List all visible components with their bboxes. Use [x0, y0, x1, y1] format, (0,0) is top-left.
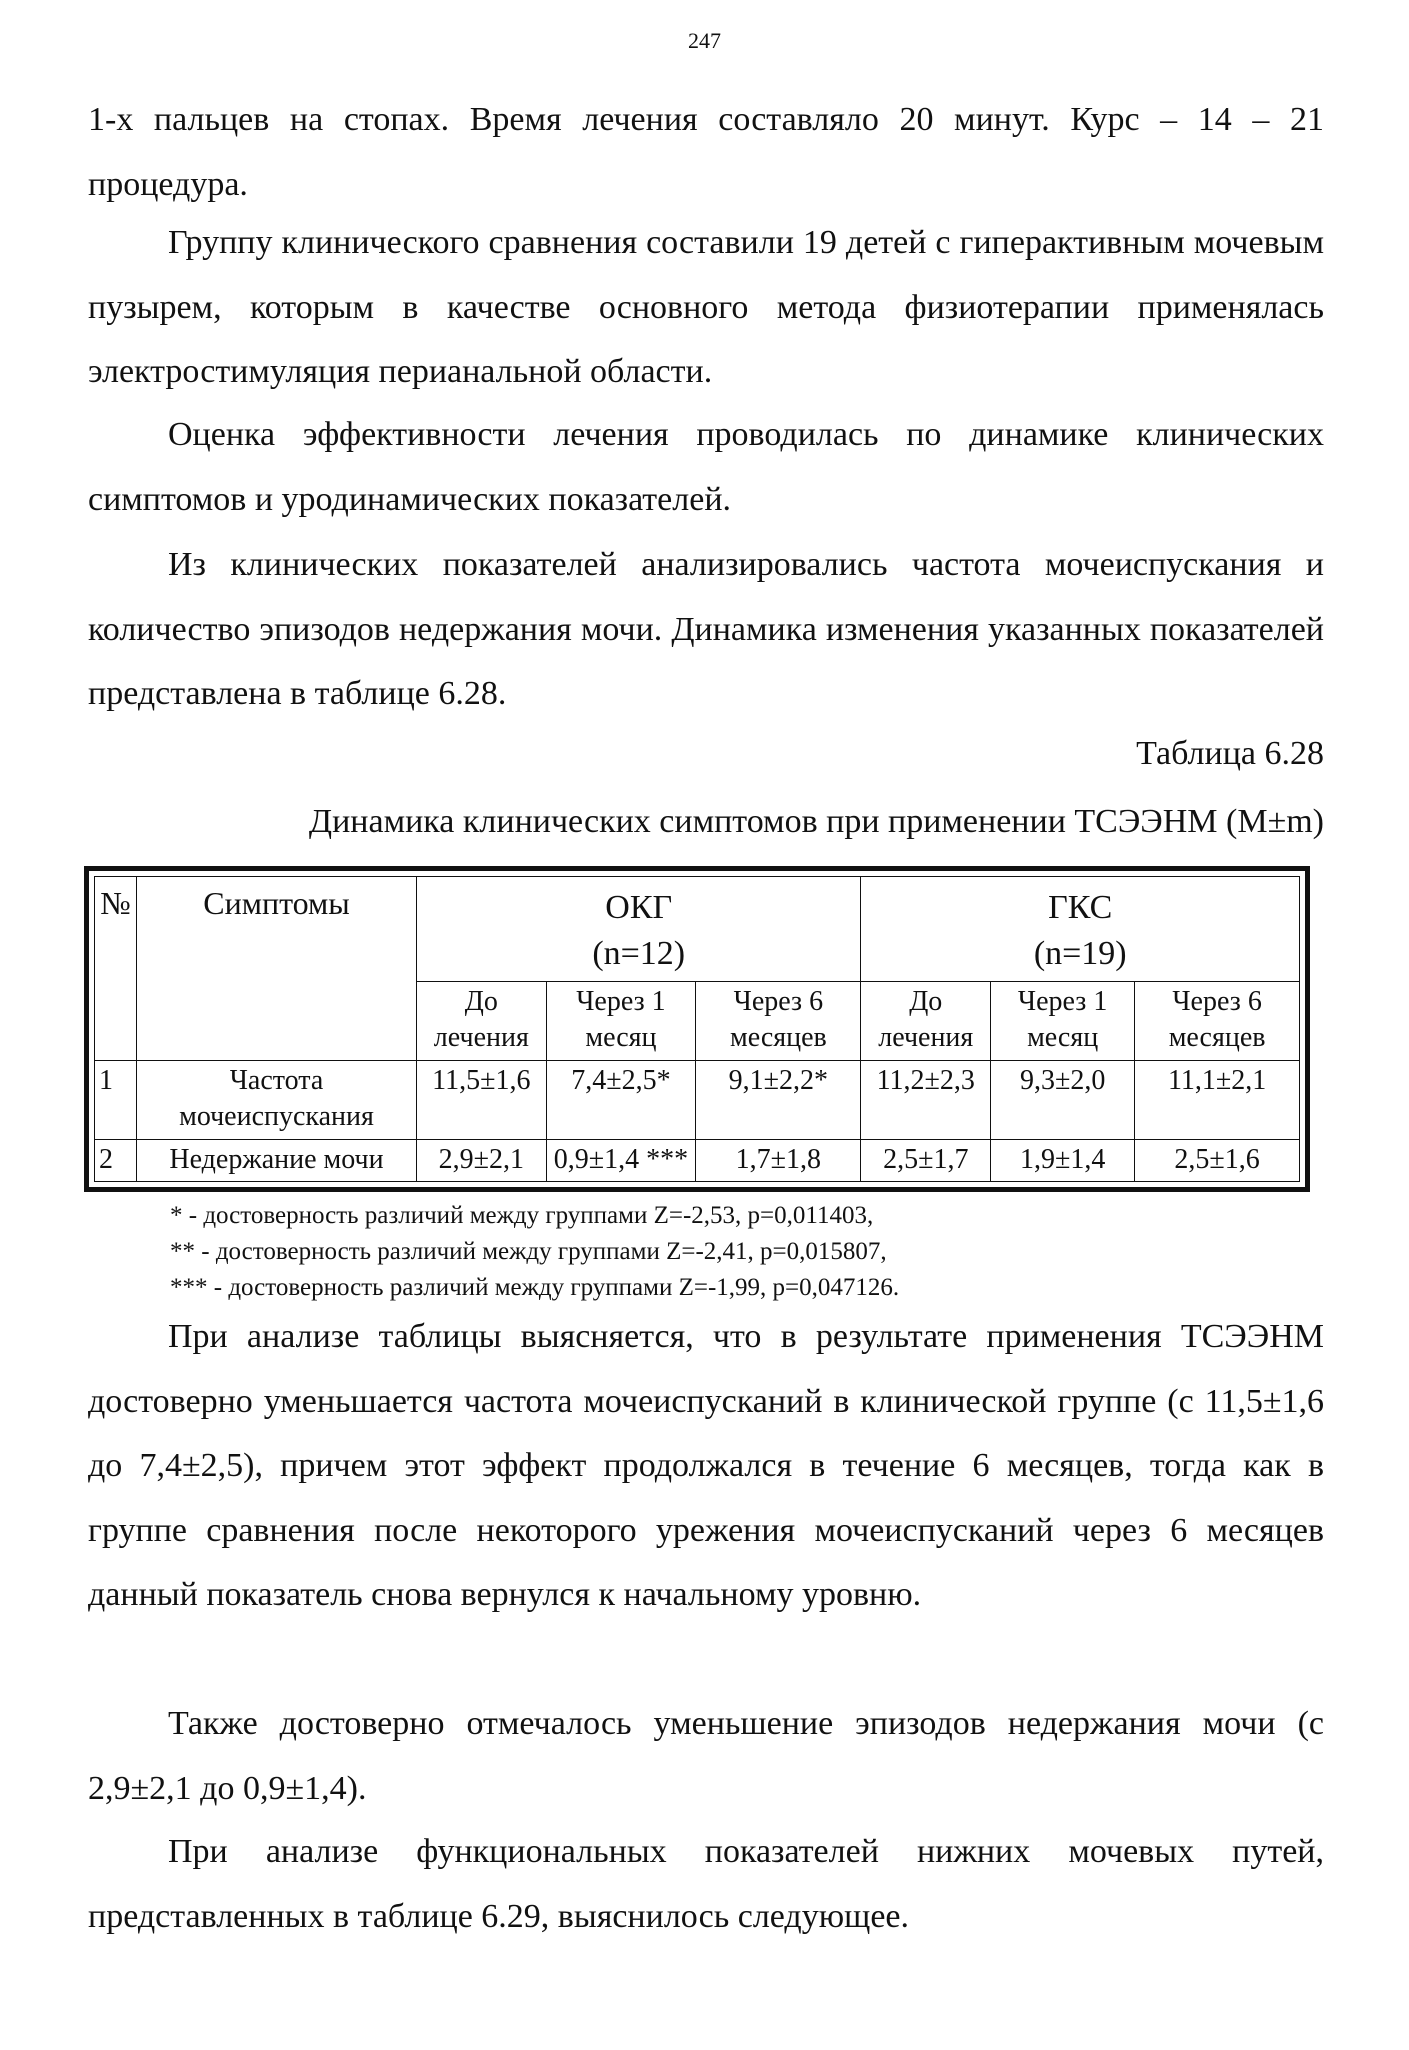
gks-name: ГКС: [1048, 889, 1113, 926]
page-number: 247: [688, 28, 721, 53]
period-header: Через 6 месяцев: [1135, 982, 1300, 1061]
symptoms-table-frame: [84, 866, 1310, 1192]
row-symptom: Недержание мочи: [137, 1140, 417, 1182]
table-footnotes: [170, 1198, 899, 1306]
paragraph-functional-indicators: При анализе функциональных показателей нижних мочевых путей, представленных в таблице 6.29, выяснилось следующее.: [88, 1833, 1324, 1935]
row-number: 2: [95, 1140, 137, 1182]
footnote: * - достоверность различий между группами Z=-2,53, p=0,011403,: [170, 1202, 874, 1229]
table-cell: 0,9±1,4 ***: [546, 1140, 696, 1182]
paragraph-evaluation: Оценка эффективности лечения проводилась по динамике клинических симптомов и уродинамических показателей.: [88, 416, 1324, 518]
paragraph-procedure: 1-х пальцев на стопах. Время лечения составляло 20 минут. Курс – 14 – 21 процедура.: [88, 101, 1324, 203]
paragraph-comparison-group: Группу клинического сравнения составили 19 детей с гиперактивным мочевым пузырем, которым в качестве основного метода физиотерапии применялась электростимуляция перианальной области.: [88, 224, 1324, 390]
table-cell: 1,7±1,8: [696, 1140, 861, 1182]
table-cell: 2,9±2,1: [417, 1140, 547, 1182]
period-header: До лечения: [417, 982, 547, 1061]
footnote: ** - достоверность различий между группами Z=-2,41, p=0,015807,: [170, 1238, 887, 1265]
table-cell: 11,1±2,1: [1135, 1061, 1300, 1140]
column-header-okg: [417, 877, 861, 982]
period-header: Через 1 месяц: [991, 982, 1135, 1061]
column-header-gks: [861, 877, 1300, 982]
paragraph-clinical-indicators: Из клинических показателей анализировались частота мочеиспускания и количество эпизодов недержания мочи. Динамика изменения указанных показателей представлена в таблице 6.28.: [88, 546, 1324, 712]
symptoms-table: [94, 876, 1300, 1182]
paragraph-table-analysis: При анализе таблицы выясняется, что в результате применения ТСЭЭНМ достоверно уменьшается частота мочеиспусканий в клинической группе (с 11,5±1,6 до 7,4±2,5), причем этот эффект продолжался в течение 6 месяцев, тогда как в группе сравнения после некоторого урежения мочеиспусканий через 6 месяцев данный показатель снова вернулся к начальному уровню.: [88, 1318, 1324, 1613]
table-cell: 7,4±2,5*: [546, 1061, 696, 1140]
gks-n: (n=19): [1033, 935, 1127, 972]
okg-name: ОКГ: [605, 889, 673, 926]
period-header: До лечения: [861, 982, 991, 1061]
table-cell: 9,1±2,2*: [696, 1061, 861, 1140]
table-caption: Таблица 6.28: [1136, 735, 1324, 772]
okg-n: (n=12): [592, 935, 686, 972]
period-header: Через 6 месяцев: [696, 982, 861, 1061]
table-title: Динамика клинических симптомов при применении ТСЭЭНМ (M±m): [308, 803, 1324, 840]
paragraph-incontinence: Также достоверно отмечалось уменьшение эпизодов недержания мочи (с 2,9±2,1 до 0,9±1,4).: [88, 1705, 1324, 1807]
footnote: *** - достоверность различий между группами Z=-1,99, p=0,047126.: [170, 1274, 900, 1301]
table-cell: 2,5±1,7: [861, 1140, 991, 1182]
table-cell: 1,9±1,4: [991, 1140, 1135, 1182]
table-group-header-row: [95, 877, 1300, 982]
column-header-number: №: [95, 877, 137, 1061]
column-header-symptoms: Симптомы: [137, 877, 417, 1061]
table-cell: 11,2±2,3: [861, 1061, 991, 1140]
table-row: [95, 1061, 1300, 1140]
table-cell: 2,5±1,6: [1135, 1140, 1300, 1182]
period-header: Через 1 месяц: [546, 982, 696, 1061]
row-symptom: Частота мочеиспускания: [137, 1061, 417, 1140]
table-cell: 9,3±2,0: [991, 1061, 1135, 1140]
table-row: [95, 1140, 1300, 1182]
row-number: 1: [95, 1061, 137, 1140]
table-cell: 11,5±1,6: [417, 1061, 547, 1140]
